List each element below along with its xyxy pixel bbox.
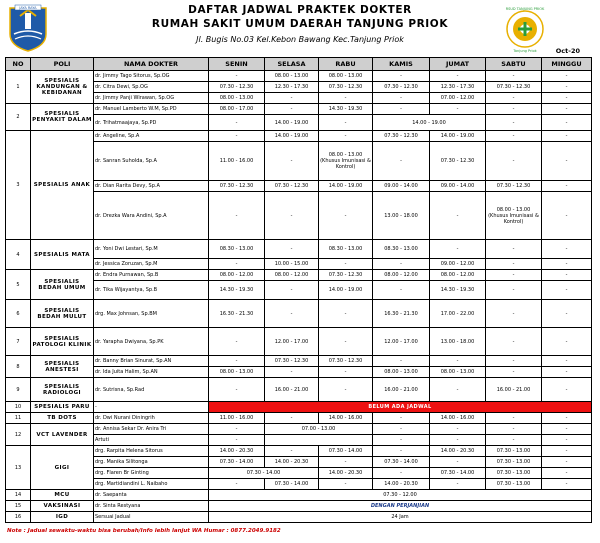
schedule-cell: - bbox=[542, 192, 592, 240]
schedule-cell: 08.00 - 13.00 bbox=[319, 71, 373, 82]
doctor-name: dr. Manuel Lamberto W.M, Sp.PD bbox=[94, 104, 209, 115]
row-number: 13 bbox=[6, 446, 31, 490]
schedule-cell: 07.30 - 12.30 bbox=[486, 82, 542, 93]
row-number: 10 bbox=[6, 402, 31, 413]
schedule-cell: 08.30 - 13.00 bbox=[373, 240, 430, 259]
doctor-name: dr. Sinta Restyana bbox=[94, 501, 209, 512]
schedule-cell: - bbox=[542, 115, 592, 131]
table-row bbox=[6, 82, 592, 93]
schedule-cell: 14.00 - 19.00 bbox=[265, 115, 319, 131]
schedule-cell: 14.00 - 16.00 bbox=[319, 413, 373, 424]
schedule-cell: - bbox=[209, 131, 265, 142]
schedule-cell: 08.30 - 13.00 bbox=[209, 240, 265, 259]
schedule-cell: 14.00 - 19.00 bbox=[265, 131, 319, 142]
doctor-name: dr. Ida Juita Halim, Sp.AN bbox=[94, 367, 209, 378]
schedule-cell: 14.00 - 20.30 bbox=[265, 457, 319, 468]
schedule-cell: - bbox=[373, 142, 430, 181]
schedule-cell: - bbox=[542, 424, 592, 435]
schedule-cell: 09.00 - 14.00 bbox=[373, 181, 430, 192]
schedule-cell: 07.30 - 12.30 bbox=[265, 356, 319, 367]
column-header: KAMIS bbox=[373, 58, 430, 71]
schedule-cell: - bbox=[319, 131, 373, 142]
schedule-cell: - bbox=[373, 259, 430, 270]
schedule-cell: - bbox=[542, 435, 592, 446]
table-row bbox=[6, 490, 592, 501]
schedule-cell: - bbox=[265, 446, 319, 457]
schedule-cell: 14.30 - 19.30 bbox=[319, 104, 373, 115]
table-row bbox=[6, 446, 592, 457]
doctor-name: dr. Yoni Dwi Lestari, Sp.M bbox=[94, 240, 209, 259]
column-header: NAMA DOKTER bbox=[94, 58, 209, 71]
doctor-name: dr. Trihatmaajaya, Sp.PD bbox=[94, 115, 209, 131]
schedule-cell: 07.30 - 12.30 bbox=[373, 82, 430, 93]
schedule-cell: 07.30 - 12.30 bbox=[430, 142, 486, 181]
schedule-cell: 14.00 - 20.30 bbox=[430, 446, 486, 457]
schedule-cell: - bbox=[209, 479, 265, 490]
doctor-name: dr. Dian Rarita Devy, Sp.A bbox=[94, 181, 209, 192]
schedule-cell: 08.00 - 13.00 bbox=[209, 367, 265, 378]
doctor-name: dr. Jimmy Tago Sitorus, Sp.OG bbox=[94, 71, 209, 82]
header bbox=[0, 0, 600, 58]
schedule-cell: 07.30 - 13.00 bbox=[486, 457, 542, 468]
schedule-cell: - bbox=[373, 104, 430, 115]
schedule-cell: - bbox=[486, 300, 542, 328]
doctor-name: dr. Yarapha Dwiyana, Sp.PK bbox=[94, 328, 209, 356]
schedule-cell: - bbox=[209, 71, 265, 82]
schedule-cell: 12.30 - 17.30 bbox=[265, 82, 319, 93]
schedule-cell: - bbox=[542, 181, 592, 192]
schedule-cell: - bbox=[430, 424, 486, 435]
table-row bbox=[6, 435, 592, 446]
schedule-cell: - bbox=[430, 435, 486, 446]
schedule-cell: - bbox=[319, 378, 373, 402]
doctor-name: dr. Jimmy Panji Wirawan, Sp.OG bbox=[94, 93, 209, 104]
schedule-cell: 12.00 - 17.00 bbox=[373, 328, 430, 356]
schedule-cell: - bbox=[209, 435, 265, 446]
schedule-cell: - bbox=[430, 240, 486, 259]
doctor-name: drg. Manika Silitonga bbox=[94, 457, 209, 468]
poli-name: SPESIALIS MATA bbox=[31, 240, 94, 270]
rsud-logo-text: RSUD TANJUNG PRIOK bbox=[505, 7, 545, 11]
schedule-cell: - bbox=[486, 424, 542, 435]
schedule-cell: 07.00 - 12.00 bbox=[430, 93, 486, 104]
schedule-cell: 07.30 - 12.00 bbox=[209, 490, 592, 501]
schedule-cell: 17.00 - 22.00 bbox=[430, 300, 486, 328]
table-header-row bbox=[6, 58, 592, 71]
table-row bbox=[6, 468, 592, 479]
poli-name: SPESIALIS PARU bbox=[31, 402, 94, 413]
schedule-cell: 14.00 - 20.30 bbox=[373, 479, 430, 490]
table-row bbox=[6, 356, 592, 367]
schedule-cell: - bbox=[542, 240, 592, 259]
doctor-name: Sersuai Jadual bbox=[94, 512, 209, 523]
schedule-cell: 12.00 - 17.00 bbox=[265, 328, 319, 356]
row-number: 6 bbox=[6, 300, 31, 328]
poli-name: MCU bbox=[31, 490, 94, 501]
schedule-cell: 14.30 - 19.30 bbox=[430, 281, 486, 300]
table-row bbox=[6, 71, 592, 82]
schedule-cell: - bbox=[486, 435, 542, 446]
hospital-address: Jl. Bugis No.03 Kel.Kebon Bawang Kec.Tanjung Priok bbox=[196, 35, 404, 44]
schedule-cell: 08.00 - 13.00 (Khusus Imunisasi & Kontrol) bbox=[486, 192, 542, 240]
column-header: SELASA bbox=[265, 58, 319, 71]
row-number: 4 bbox=[6, 240, 31, 270]
schedule-cell: - bbox=[486, 115, 542, 131]
schedule-cell: 16.00 - 21.00 bbox=[486, 378, 542, 402]
table-row bbox=[6, 367, 592, 378]
table-row bbox=[6, 259, 592, 270]
schedule-cell bbox=[265, 435, 373, 446]
schedule-cell: - bbox=[486, 270, 542, 281]
schedule-cell: 07.30 - 13.00 bbox=[486, 446, 542, 457]
poli-name: IGD bbox=[31, 512, 94, 523]
doctor-name: drg. Martidiandini L. Naibaho bbox=[94, 479, 209, 490]
row-number: 5 bbox=[6, 270, 31, 300]
schedule-cell: - bbox=[430, 192, 486, 240]
schedule-cell: - bbox=[265, 142, 319, 181]
schedule-cell: 14.00 - 19.00 bbox=[319, 181, 373, 192]
schedule-cell: - bbox=[486, 259, 542, 270]
table-row bbox=[6, 240, 592, 259]
column-header: MINGGU bbox=[542, 58, 592, 71]
schedule-cell: - bbox=[265, 413, 319, 424]
doctor-name: dr. Drezka Wara Andini, Sp.A bbox=[94, 192, 209, 240]
schedule-cell: - bbox=[430, 104, 486, 115]
schedule-cell: - bbox=[209, 259, 265, 270]
schedule-cell: - bbox=[542, 104, 592, 115]
poli-name: SPESIALIS PENYAKIT DALAM bbox=[31, 104, 94, 131]
schedule-cell: - bbox=[209, 424, 265, 435]
schedule-cell: - bbox=[430, 479, 486, 490]
schedule-cell: - bbox=[542, 71, 592, 82]
schedule-cell: - bbox=[430, 356, 486, 367]
poli-name: SPESIALIS RADIOLOGI bbox=[31, 378, 94, 402]
schedule-cell: - bbox=[319, 457, 373, 468]
schedule-cell: - bbox=[265, 240, 319, 259]
schedule-cell: - bbox=[265, 93, 319, 104]
doctor-name: - bbox=[94, 402, 209, 413]
doctor-name: dr. Endra Purnawan, Sp.B bbox=[94, 270, 209, 281]
schedule-cell: 08.00 - 12.00 bbox=[373, 270, 430, 281]
table-row bbox=[6, 300, 592, 328]
schedule-cell: 07.30 - 14.00 bbox=[319, 446, 373, 457]
doctor-name: dr. Dwi Nurani Diningrih bbox=[94, 413, 209, 424]
row-number: 2 bbox=[6, 104, 31, 131]
poli-name: SPESIALIS ANESTESI bbox=[31, 356, 94, 378]
doctor-name: drg. Max Johnsan, Sp.BM bbox=[94, 300, 209, 328]
schedule-cell: - bbox=[542, 356, 592, 367]
poli-name: SPESIALIS KANDUNGAN & KEBIDANAN bbox=[31, 71, 94, 104]
schedule-cell: 14.30 - 19.30 bbox=[209, 281, 265, 300]
schedule-cell: - bbox=[486, 281, 542, 300]
schedule-cell: 08.00 - 12.00 bbox=[209, 270, 265, 281]
schedule-cell: - bbox=[209, 192, 265, 240]
doctor-name: dr. Annisa Sekar Dr. Anira Tri bbox=[94, 424, 209, 435]
schedule-note: Note : Jadual sewaktu-waktu bisa berubah/Info lebih lanjut WA Humar : 0877.2049.9182 bbox=[7, 528, 281, 534]
table-row bbox=[6, 192, 592, 240]
schedule-cell: 08.00 - 13.00 bbox=[373, 367, 430, 378]
column-header: JUMAT bbox=[430, 58, 486, 71]
schedule-cell: 07.30 - 12.30 bbox=[486, 181, 542, 192]
schedule-cell: 14.00 - 19.00 bbox=[319, 281, 373, 300]
schedule-cell: 07.30 - 12.30 bbox=[373, 131, 430, 142]
schedule-cell: - bbox=[486, 142, 542, 181]
schedule-cell: - bbox=[486, 328, 542, 356]
schedule-cell: - bbox=[265, 367, 319, 378]
schedule-cell: - bbox=[542, 300, 592, 328]
table-row bbox=[6, 424, 592, 435]
poli-name: SPESIALIS PATOLOGI KLINIK bbox=[31, 328, 94, 356]
schedule-cell: - bbox=[486, 367, 542, 378]
schedule-cell: 11.00 - 16.00 bbox=[209, 142, 265, 181]
doctor-name: dr. Jessica Zoruzan, Sp.M bbox=[94, 259, 209, 270]
schedule-cell: - bbox=[373, 435, 430, 446]
doctor-name: dr. Sutrisna, Sp.Rad bbox=[94, 378, 209, 402]
column-header: POLI bbox=[31, 58, 94, 71]
schedule-cell: - bbox=[319, 93, 373, 104]
table-row bbox=[6, 281, 592, 300]
schedule-cell: 14.00 - 19.00 bbox=[373, 115, 486, 131]
schedule-cell: - bbox=[542, 479, 592, 490]
schedule-cell: 08.00 - 12.00 bbox=[430, 270, 486, 281]
schedule-cell: 07.30 - 14.00 bbox=[265, 479, 319, 490]
schedule-cell: - bbox=[542, 259, 592, 270]
schedule-cell: - bbox=[542, 457, 592, 468]
table-row bbox=[6, 142, 592, 181]
schedule-cell: - bbox=[542, 82, 592, 93]
schedule-cell: - bbox=[209, 356, 265, 367]
appointment-banner: DENGAN PERJANJIAN bbox=[209, 501, 592, 512]
poli-name: SPESIALIS BEDAH MULUT bbox=[31, 300, 94, 328]
schedule-cell: - bbox=[430, 457, 486, 468]
schedule-cell: 07.30 - 14.00 bbox=[430, 468, 486, 479]
schedule-cell: 14.00 - 19.00 bbox=[430, 131, 486, 142]
schedule-cell: 11.00 - 16.00 bbox=[209, 413, 265, 424]
schedule-cell: - bbox=[542, 328, 592, 356]
table-row bbox=[6, 378, 592, 402]
column-header: RABU bbox=[319, 58, 373, 71]
poli-name: GIGI bbox=[31, 446, 94, 490]
poli-name: SPESIALIS ANAK bbox=[31, 131, 94, 240]
column-header: NO bbox=[6, 58, 31, 71]
schedule-cell: - bbox=[265, 281, 319, 300]
schedule-cell: - bbox=[265, 192, 319, 240]
schedule-cell: - bbox=[486, 356, 542, 367]
table-row bbox=[6, 115, 592, 131]
row-number: 8 bbox=[6, 356, 31, 378]
schedule-cell: - bbox=[542, 446, 592, 457]
row-number: 7 bbox=[6, 328, 31, 356]
schedule-cell: - bbox=[209, 378, 265, 402]
table-row bbox=[6, 328, 592, 356]
schedule-cell: - bbox=[542, 378, 592, 402]
doctor-name: drg. Rarpita Helena Sitorus bbox=[94, 446, 209, 457]
schedule-cell: - bbox=[319, 259, 373, 270]
schedule-cell: 07.30 - 14.00 bbox=[209, 457, 265, 468]
schedule-cell: - bbox=[486, 240, 542, 259]
page-title: DAFTAR JADWAL PRAKTEK DOKTER bbox=[188, 4, 412, 16]
schedule-cell: 14.00 - 16.00 bbox=[430, 413, 486, 424]
row-number: 9 bbox=[6, 378, 31, 402]
row-number: 11 bbox=[6, 413, 31, 424]
doctor-name: drg. Flaren Br Ginting bbox=[94, 468, 209, 479]
schedule-cell: 07.30 - 14.00 bbox=[209, 468, 319, 479]
doctor-name: dr. Angeline, Sp.A bbox=[94, 131, 209, 142]
schedule-cell: - bbox=[542, 142, 592, 181]
schedule-month: Oct-20 bbox=[555, 47, 580, 55]
schedule-cell: - bbox=[373, 93, 430, 104]
schedule-cell: - bbox=[486, 104, 542, 115]
poli-name: TB DOTS bbox=[31, 413, 94, 424]
schedule-cell: - bbox=[486, 413, 542, 424]
schedule-cell: 08.30 - 13.00 bbox=[319, 240, 373, 259]
doctor-schedule-table bbox=[5, 57, 592, 523]
schedule-cell: 16.00 - 21.00 bbox=[373, 378, 430, 402]
schedule-cell: - bbox=[319, 328, 373, 356]
schedule-cell: 08.00 - 13.00 bbox=[265, 71, 319, 82]
schedule-cell: 08.00 - 13.00 bbox=[430, 367, 486, 378]
schedule-cell: 12.30 - 17.30 bbox=[430, 82, 486, 93]
schedule-cell: - bbox=[542, 281, 592, 300]
schedule-cell: 07.30 - 13.00 bbox=[486, 468, 542, 479]
table-row bbox=[6, 512, 592, 523]
schedule-cell: - bbox=[373, 413, 430, 424]
doctor-name: dr. Tika Wijayantya, Sp.B bbox=[94, 281, 209, 300]
column-header: SABTU bbox=[486, 58, 542, 71]
schedule-cell: 09.00 - 12.00 bbox=[430, 259, 486, 270]
table-row bbox=[6, 131, 592, 142]
schedule-cell: 13.00 - 18.00 bbox=[373, 192, 430, 240]
schedule-cell: - bbox=[486, 71, 542, 82]
no-schedule-banner: BELUM ADA JADWAL bbox=[209, 402, 592, 413]
schedule-cell: - bbox=[430, 378, 486, 402]
schedule-cell: - bbox=[373, 71, 430, 82]
schedule-cell: 07.30 - 12.30 bbox=[209, 82, 265, 93]
schedule-cell: - bbox=[542, 131, 592, 142]
schedule-cell: - bbox=[319, 192, 373, 240]
schedule-cell: - bbox=[373, 281, 430, 300]
table-row bbox=[6, 413, 592, 424]
schedule-cell: 16.00 - 21.00 bbox=[265, 378, 319, 402]
table-row bbox=[6, 181, 592, 192]
rsud-logo-icon bbox=[500, 5, 550, 53]
schedule-cell: - bbox=[265, 300, 319, 328]
schedule-cell: 09.00 - 14.00 bbox=[430, 181, 486, 192]
schedule-cell: - bbox=[319, 115, 373, 131]
schedule-cell: - bbox=[373, 424, 430, 435]
row-number: 1 bbox=[6, 71, 31, 104]
table-row bbox=[6, 104, 592, 115]
schedule-cell: 07.30 - 12.30 bbox=[319, 82, 373, 93]
schedule-cell: 16.30 - 21.30 bbox=[373, 300, 430, 328]
schedule-cell: 07.30 - 14.00 bbox=[373, 457, 430, 468]
table-row bbox=[6, 270, 592, 281]
table-row bbox=[6, 479, 592, 490]
schedule-cell: 13.00 - 18.00 bbox=[430, 328, 486, 356]
schedule-cell: 07.30 - 12.30 bbox=[209, 181, 265, 192]
row-number: 12 bbox=[6, 424, 31, 446]
row-number: 14 bbox=[6, 490, 31, 501]
schedule-cell: - bbox=[542, 468, 592, 479]
schedule-cell: - bbox=[373, 468, 430, 479]
schedule-cell: - bbox=[373, 356, 430, 367]
schedule-cell: - bbox=[486, 93, 542, 104]
poli-name: SPESIALIS BEDAH UMUM bbox=[31, 270, 94, 300]
schedule-cell: - bbox=[430, 71, 486, 82]
schedule-cell: 08.00 - 13.00 (Khusus Imunisasi & Kontrol) bbox=[319, 142, 373, 181]
schedule-cell: 07.30 - 12.30 bbox=[265, 181, 319, 192]
schedule-cell: - bbox=[542, 93, 592, 104]
row-number: 16 bbox=[6, 512, 31, 523]
schedule-cell: - bbox=[542, 367, 592, 378]
schedule-cell: 07.30 - 12.30 bbox=[319, 270, 373, 281]
hospital-name: RUMAH SAKIT UMUM DAERAH TANJUNG PRIOK bbox=[151, 18, 449, 30]
schedule-cell: - bbox=[373, 446, 430, 457]
schedule-cell: - bbox=[209, 328, 265, 356]
schedule-cell: 07.00 - 13.00 bbox=[265, 424, 373, 435]
row-number: 15 bbox=[6, 501, 31, 512]
doctor-name: dr. Citra Dewi, Sp.OG bbox=[94, 82, 209, 93]
table-row bbox=[6, 457, 592, 468]
schedule-cell: 24 Jam bbox=[209, 512, 592, 523]
schedule-cell: - bbox=[542, 413, 592, 424]
doctor-name: dr. Banny Brian Sinurat, Sp.AN bbox=[94, 356, 209, 367]
schedule-cell: 14.00 - 20.30 bbox=[209, 446, 265, 457]
schedule-cell: - bbox=[319, 367, 373, 378]
jakarta-logo-text: JAYA RAYA bbox=[19, 6, 37, 10]
schedule-cell: 08.00 - 17.00 bbox=[209, 104, 265, 115]
rsud-logo-subtext: Tanjung Priok bbox=[513, 49, 537, 53]
table-row bbox=[6, 501, 592, 512]
schedule-cell: 16.30 - 21.30 bbox=[209, 300, 265, 328]
schedule-cell: 14.00 - 20.30 bbox=[319, 468, 373, 479]
doctor-name: dr. Sanran Suholda, Sp.A bbox=[94, 142, 209, 181]
schedule-cell: - bbox=[319, 300, 373, 328]
schedule-cell: - bbox=[486, 131, 542, 142]
table-row bbox=[6, 402, 592, 413]
schedule-cell: 07.30 - 13.00 bbox=[486, 479, 542, 490]
poli-name: VAKSINASI bbox=[31, 501, 94, 512]
schedule-cell: 10.00 - 15.00 bbox=[265, 259, 319, 270]
schedule-cell: - bbox=[319, 479, 373, 490]
schedule-cell: - bbox=[209, 115, 265, 131]
table-row bbox=[6, 93, 592, 104]
row-number: 3 bbox=[6, 131, 31, 240]
schedule-cell: 07.30 - 12.30 bbox=[319, 356, 373, 367]
schedule-cell: 08.00 - 12.00 bbox=[265, 270, 319, 281]
schedule-cell: - bbox=[265, 104, 319, 115]
schedule-cell: 08.00 - 13.00 bbox=[209, 93, 265, 104]
doctor-name: Artuti bbox=[94, 435, 209, 446]
doctor-name: dr. Saepanta bbox=[94, 490, 209, 501]
column-header: SENIN bbox=[209, 58, 265, 71]
schedule-cell: - bbox=[542, 270, 592, 281]
poli-name: VCT LAVENDER bbox=[31, 424, 94, 446]
